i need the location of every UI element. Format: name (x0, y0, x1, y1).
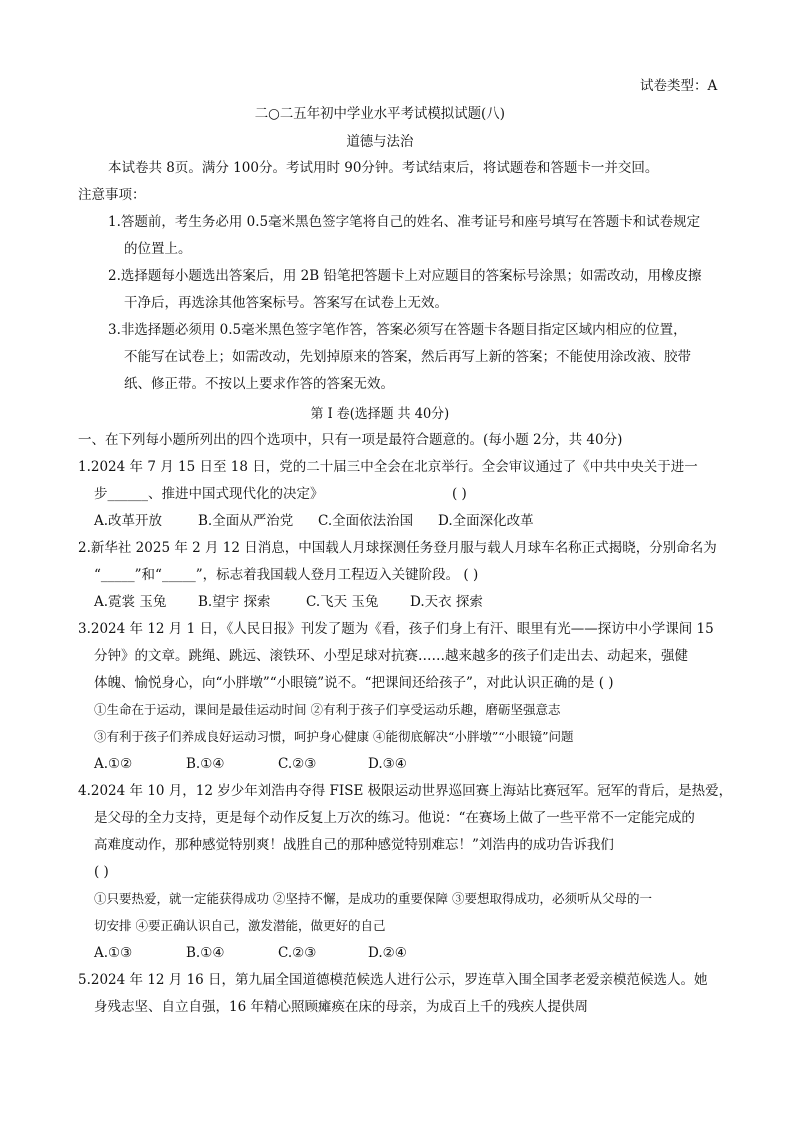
notes-heading: 注意事项： (78, 187, 146, 203)
statement-line: ①生命在于运动，课间是最佳运动时间 ②有利于孩子们享受运动乐趣，磨砺坚强意志 (94, 702, 561, 717)
statement-line: ③有利于孩子们养成良好运动习惯，呵护身心健康 ④能彻底解决“小胖墩”“小眼镜”问题 (94, 729, 574, 744)
option-a: A.霓裳 玉兔 (94, 594, 167, 610)
option-c: C.②③ (278, 756, 317, 772)
question-4-text: 高难度动作，那种感觉特别爽！战胜自己的那种感觉特别难忘！”刘浩冉的成功告诉我们 (94, 837, 614, 853)
note-line: 3.非选择题必须用 0.5毫米黑色签字笔作答，答案必须写在答题卡各题目指定区域内相应的位置， (108, 322, 687, 338)
note-line: 干净后，再选涂其他答案标号。答案写在试卷上无效。 (124, 295, 448, 311)
answer-paren: ( ) (452, 486, 467, 502)
note-line: 的位置上。 (124, 241, 192, 257)
option-c: C.飞天 玉兔 (306, 594, 379, 610)
question-5-text: 5.2024 年 12 月 16 日，第九届全国道德模范候选人进行公示，罗连草入围全国孝老爱亲模范候选人。她 (78, 972, 708, 988)
option-c: C.②③ (278, 945, 317, 961)
statement-line: 切安排 ④要正确认识自己，激发潜能，做更好的自己 (94, 918, 386, 933)
answer-paren: ( ) (94, 864, 109, 880)
subject-title: 道德与法治 (346, 134, 414, 150)
statement-line: ①只要热爱，就一定能获得成功 ②坚持不懈，是成功的重要保障 ③要想取得成功，必须听从父母的一 (94, 891, 652, 906)
option-d: D.天衣 探索 (410, 594, 483, 610)
note-line: 1.答题前，考生务必用 0.5毫米黑色签字笔将自己的姓名、准考证号和座号填写在答题卡和试卷规定 (108, 214, 701, 230)
question-1-text: 步______、推进中国式现代化的决定》 (94, 486, 324, 502)
question-2-text: 2.新华社 2025 年 2 月 12 日消息，中国载人月球探测任务登月服与载人月球车名称正式揭晓，分别命名为 (78, 540, 717, 556)
question-4-text: 是父母的全力支持，更是每个动作反复上万次的练习。他说：“在赛场上做了一些平常不一定能完成的 (94, 810, 695, 826)
option-b: B.①④ (186, 756, 225, 772)
option-a: A.①③ (94, 945, 133, 961)
exam-title: 二○二五年初中学业水平考试模拟试题(八) (254, 106, 505, 122)
question-3-text: 3.2024 年 12 月 1 日，《人民日报》刊发了题为《看，孩子们身上有汗、眼里有光——探访中小学课间 15 (78, 621, 714, 637)
question-4-text: 4.2024 年 10 月，12 岁少年刘浩冉夺得 FISE 极限运动世界巡回赛上海站比赛冠军。冠军的背后，是热爱， (78, 783, 733, 799)
note-line: 纸、修正带。不按以上要求作答的答案无效。 (124, 376, 394, 392)
question-3-text: 分钟》的文章。跳绳、跳远、滚铁环、小型足球对抗赛……越来越多的孩子们走出去、动起来，强健 (94, 648, 688, 664)
option-d: D.全面深化改革 (438, 513, 534, 529)
question-5-text: 身残志坚、自立自强，16 年精心照顾瘫痪在床的母亲，为成百上千的残疾人提供周 (94, 999, 588, 1015)
section-instruction: 一、在下列每小题所列出的四个选项中，只有一项是最符合题意的。(每小题 2分，共 40分) (78, 432, 623, 448)
option-d: D.②④ (368, 945, 407, 961)
option-a: A.①② (94, 756, 133, 772)
option-b: B.望宇 探索 (198, 594, 271, 610)
note-line: 2.选择题每小题选出答案后，用 2B 铅笔把答题卡上对应题目的答案标号涂黑；如需改动，用橡皮擦 (108, 268, 702, 284)
option-d: D.③④ (368, 756, 407, 772)
option-a: A.改革开放 (94, 513, 163, 529)
note-line: 不能写在试卷上；如需改动，先划掉原来的答案，然后再写上新的答案；不能使用涂改液、胶带 (124, 349, 691, 365)
paper-type: 试卷类型：A (640, 78, 718, 94)
question-3-text: 体魄、愉悦身心，向“小胖墩”“小眼镜”说不。“把课间还给孩子”，对此认识正确的是 ( ) (94, 675, 614, 691)
section-title: 第 I 卷(选择题 共 40分) (310, 406, 450, 422)
option-b: B.全面从严治党 (198, 513, 294, 529)
intro-text: 本试卷共 8页。满分 100分。考试用时 90分钟。考试结束后，将试题卷和答题卡一并交回。 (108, 160, 659, 176)
question-2-text: “_____”和“_____”，标志着我国载人登月工程迈入关键阶段。 ( ) (94, 567, 479, 583)
question-1-text: 1.2024 年 7 月 15 日至 18 日，党的二十届三中全会在北京举行。全会审议通过了《中共中央关于进一 (78, 459, 698, 475)
option-c: C.全面依法治国 (318, 513, 414, 529)
option-b: B.①④ (186, 945, 225, 961)
